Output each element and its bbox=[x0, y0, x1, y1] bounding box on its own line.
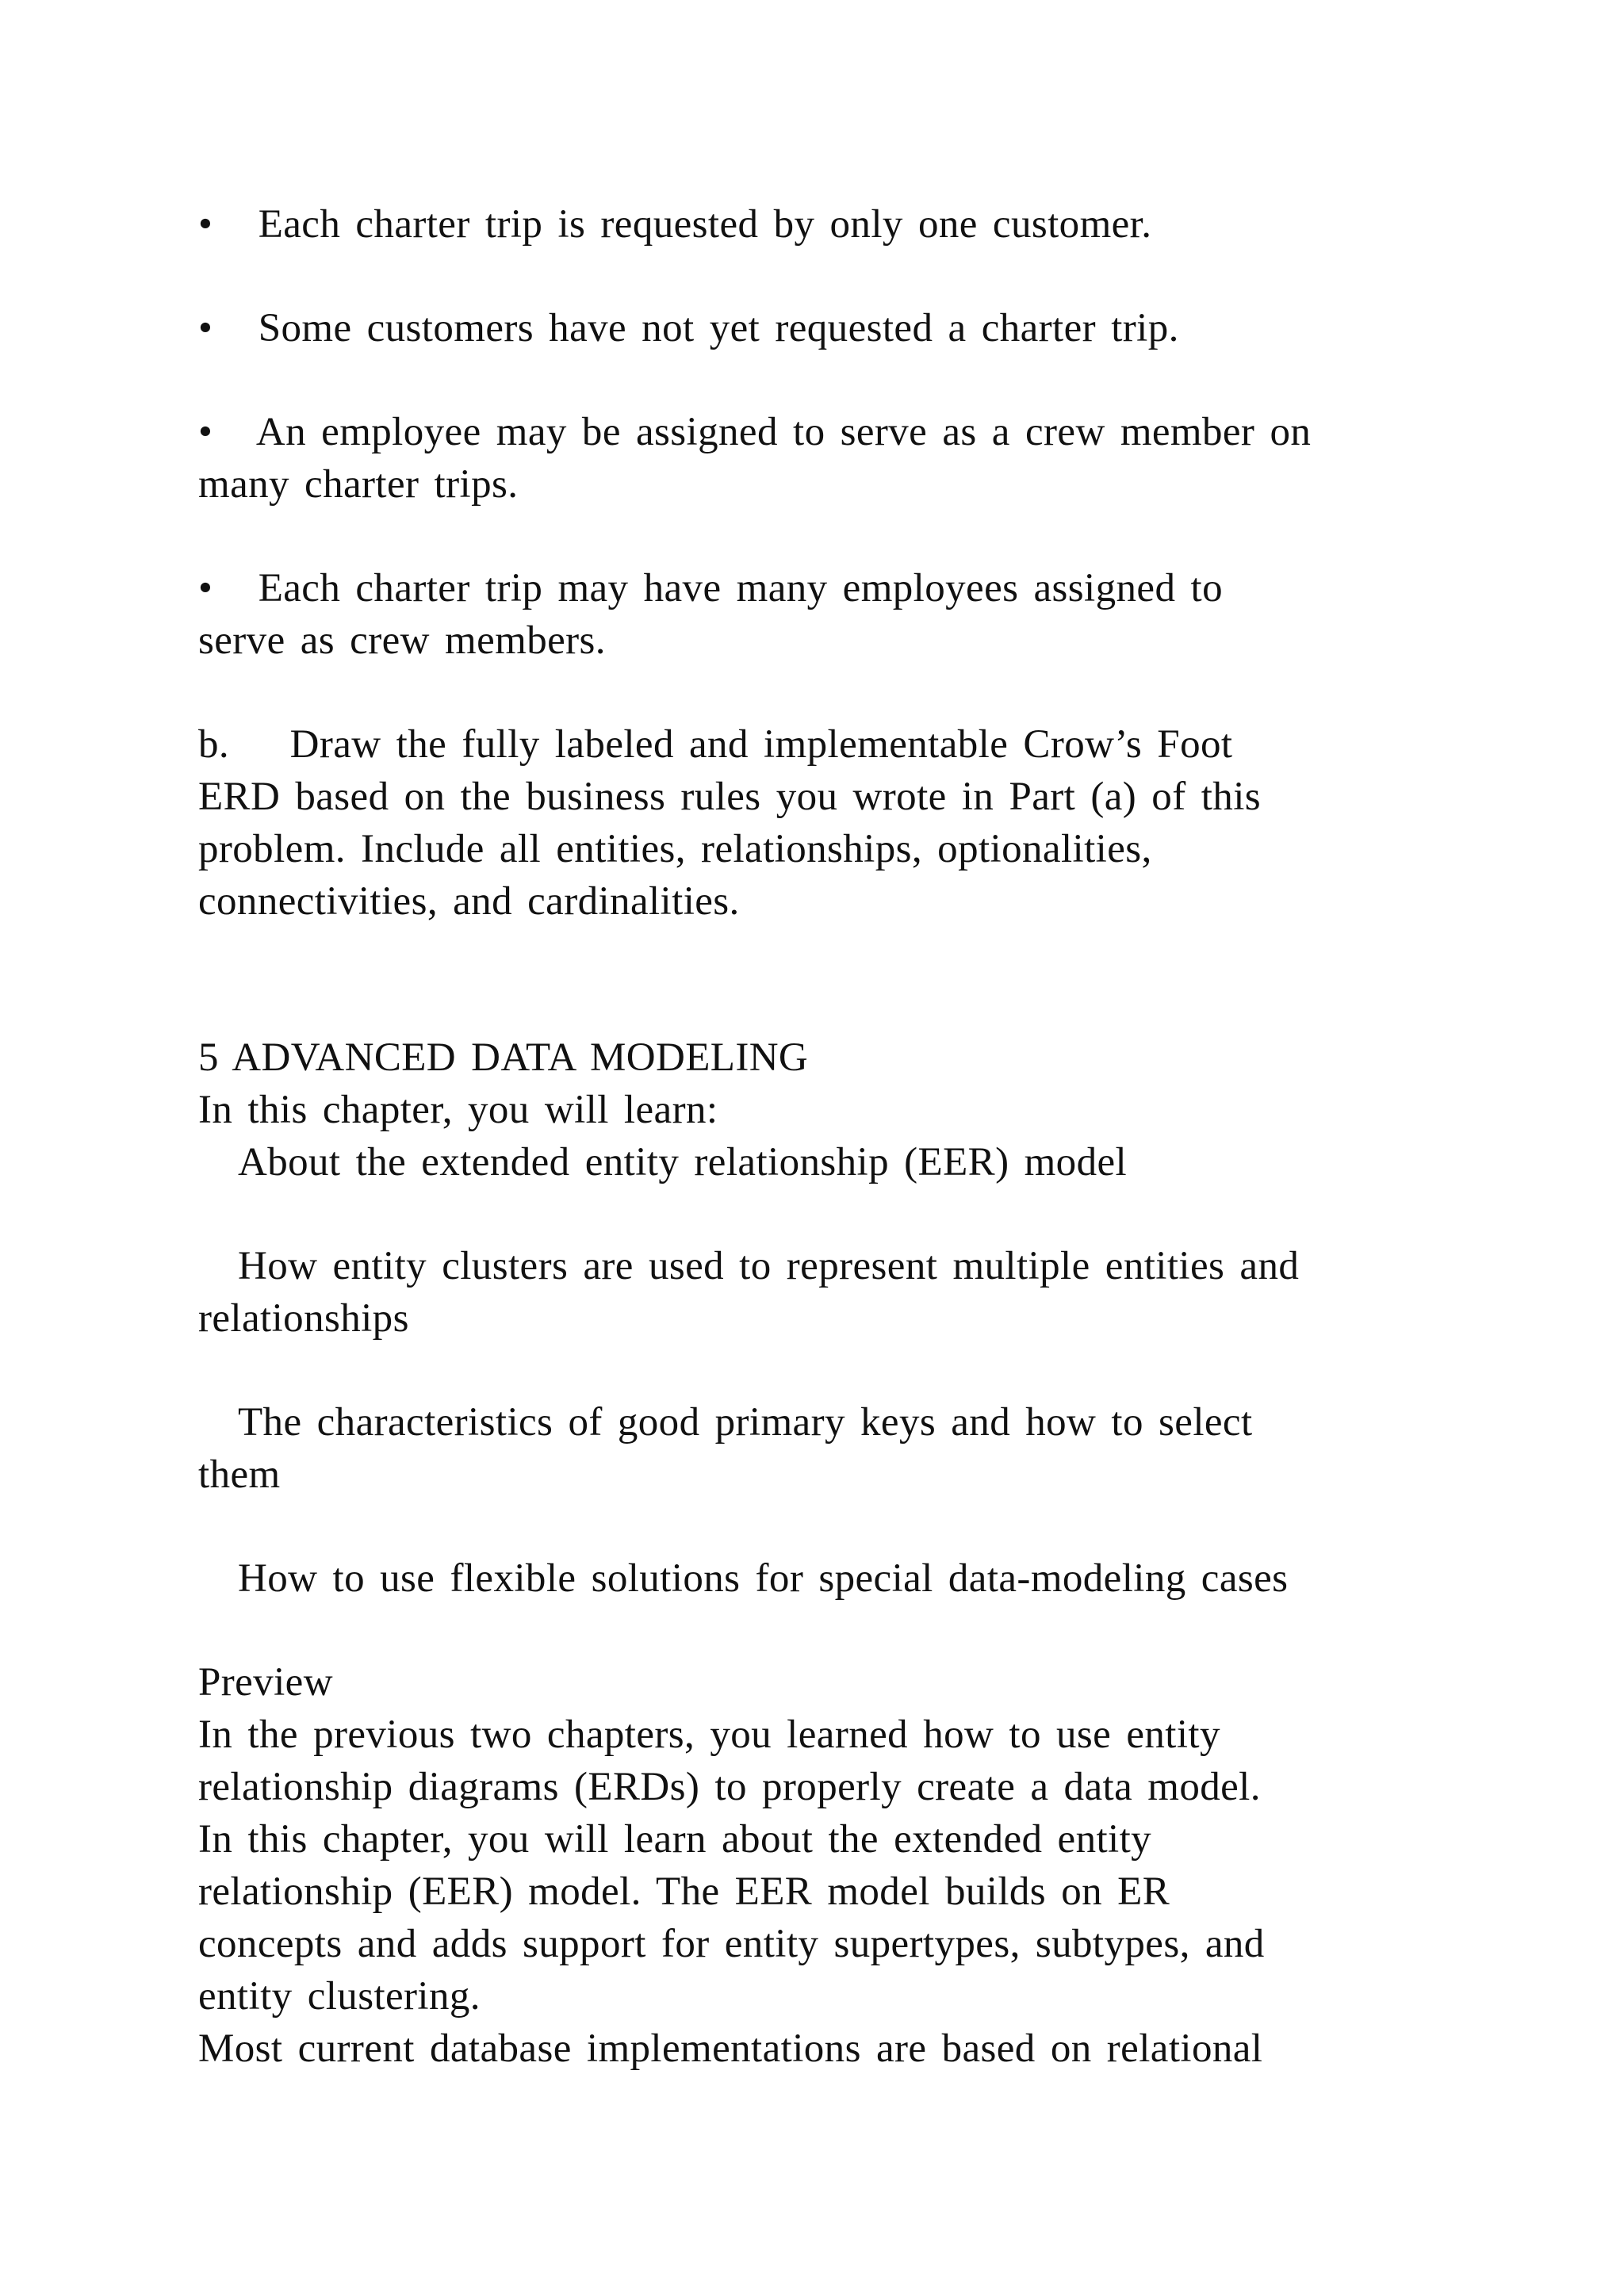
bullet-line-4: • Each charter trip may have many employees assigned to bbox=[198, 566, 1223, 610]
bullet-line-2: • Some customers have not yet requested a charter trip. bbox=[198, 306, 1179, 350]
bullet-line-4-cont: serve as crew members. bbox=[198, 618, 606, 663]
preview-line-2: relationship diagrams (ERDs) to properly create a data model. bbox=[198, 1765, 1261, 1809]
bullet-line-1: • Each charter trip is requested by only one customer. bbox=[198, 202, 1152, 247]
preview-line-6: entity clustering. bbox=[198, 1974, 481, 2019]
part-b-line-1: b. Draw the fully labeled and implementable Crow’s Foot bbox=[198, 722, 1233, 767]
chapter-intro: In this chapter, you will learn: bbox=[198, 1088, 718, 1132]
bullet-line-3: • An employee may be assigned to serve as a crew member on bbox=[198, 410, 1312, 454]
objective-3: The characteristics of good primary keys and how to select bbox=[238, 1400, 1253, 1445]
part-b-line-4: connectivities, and cardinalities. bbox=[198, 879, 740, 924]
preview-line-1: In the previous two chapters, you learned how to use entity bbox=[198, 1712, 1220, 1757]
bullet-line-3-cont: many charter trips. bbox=[198, 462, 519, 507]
chapter-heading: 5 ADVANCED DATA MODELING bbox=[198, 1035, 809, 1080]
preview-line-3: In this chapter, you will learn about the extended entity bbox=[198, 1817, 1152, 1862]
objective-2-cont: relationships bbox=[198, 1296, 409, 1341]
objective-3-cont: them bbox=[198, 1452, 281, 1497]
objective-1: About the extended entity relationship (EER) model bbox=[238, 1140, 1128, 1184]
part-b-line-2: ERD based on the business rules you wrote in Part (a) of this bbox=[198, 775, 1262, 819]
preview-line-7: Most current database implementations are based on relational bbox=[198, 2026, 1263, 2071]
objective-2: How entity clusters are used to represent multiple entities and bbox=[238, 1244, 1300, 1288]
preview-line-5: concepts and adds support for entity supertypes, subtypes, and bbox=[198, 1922, 1265, 1966]
part-b-line-3: problem. Include all entities, relationships, optionalities, bbox=[198, 827, 1152, 871]
objective-4: How to use flexible solutions for special data-modeling cases bbox=[238, 1556, 1289, 1601]
preview-heading: Preview bbox=[198, 1660, 333, 1705]
preview-line-4: relationship (EER) model. The EER model builds on ER bbox=[198, 1869, 1170, 1914]
